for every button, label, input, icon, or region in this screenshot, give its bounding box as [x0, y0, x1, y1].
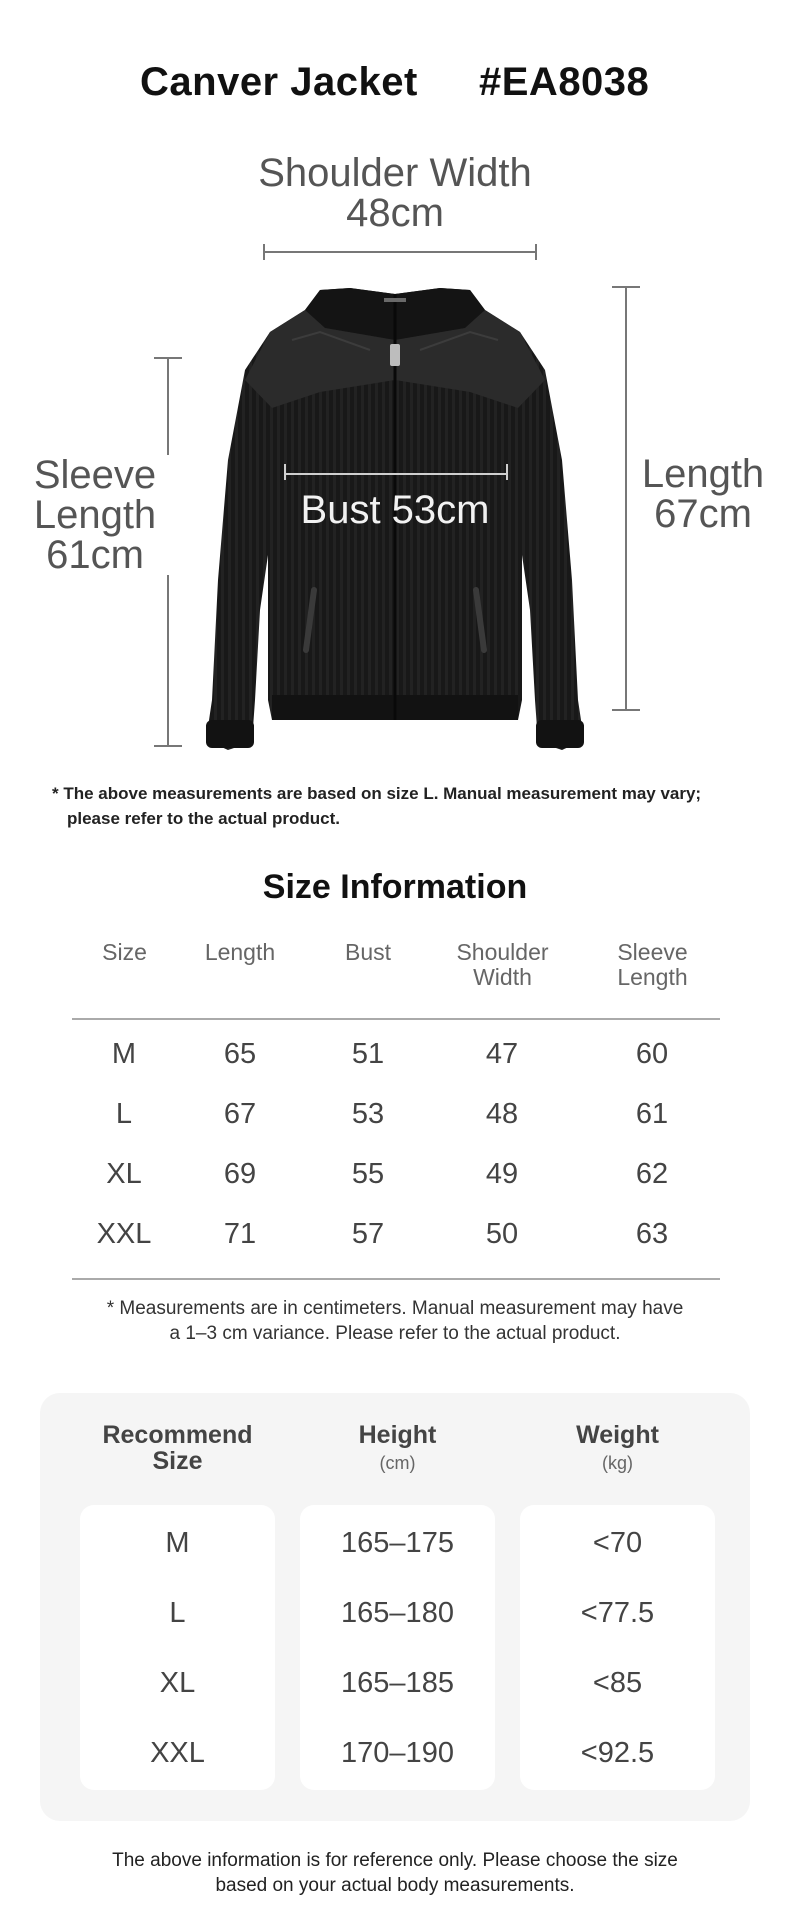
sleeve-length-text-2: Length [33, 493, 157, 537]
length-tick-bottom [612, 709, 640, 711]
header-sleeve-length: Sleeve Length [617, 939, 688, 990]
bust-measure-line [285, 473, 507, 475]
height-value: 165–175 [341, 1527, 454, 1559]
weight-header: Weight (kg) [576, 1421, 659, 1473]
table-cell-bust: 51 [351, 1038, 385, 1070]
table-cell-size: XL [106, 1158, 142, 1190]
table-bottom-rule [72, 1278, 720, 1280]
unit-note-line2: a 1–3 cm variance. Please refer to the actual product. [169, 1323, 621, 1344]
table-cell-size: XXL [96, 1218, 152, 1250]
header-shoulder-width: Shoulder Width [456, 939, 549, 990]
shoulder-measure-line [264, 251, 536, 253]
table-cell-length: 69 [223, 1158, 257, 1190]
size-info-title: Size Information [262, 868, 528, 906]
table-cell-shoulder-width: 48 [485, 1098, 519, 1130]
recommend-size-value: M [165, 1527, 190, 1559]
sleeve-length-value: 61cm [46, 533, 144, 577]
sleeve-length-label [20, 455, 170, 575]
measurement-note [52, 781, 701, 831]
header-bust: Bust [344, 939, 392, 965]
measurement-note-line2: please refer to the actual product. [67, 809, 341, 828]
unit-note-line1: * Measurements are in centimeters. Manual measurement may have [106, 1298, 684, 1319]
recommend-size-header: Recommend Size [102, 1421, 253, 1475]
header-size: Size [102, 939, 147, 965]
footer-line2: based on your actual body measurements. [215, 1875, 575, 1896]
table-cell-sleeve-length: 63 [635, 1218, 669, 1250]
table-cell-length: 65 [223, 1038, 257, 1070]
table-cell-bust: 57 [351, 1218, 385, 1250]
bust-tick-left [284, 464, 286, 480]
sleeve-length-text-1: Sleeve [33, 453, 157, 497]
unit-note [0, 1296, 790, 1346]
shoulder-tick-right [535, 244, 537, 260]
footer-line1: The above information is for reference only. Please choose the size [112, 1850, 678, 1871]
bust-tick-right [506, 464, 508, 480]
table-cell-shoulder-width: 49 [485, 1158, 519, 1190]
product-name: Canver Jacket [140, 60, 418, 104]
sleeve-tick-top [154, 357, 182, 359]
table-cell-bust: 53 [351, 1098, 385, 1130]
shoulder-width-label [230, 153, 560, 233]
height-value: 165–180 [341, 1597, 454, 1629]
recommend-size-value: L [169, 1597, 186, 1629]
table-cell-sleeve-length: 62 [635, 1158, 669, 1190]
product-code: #EA8038 [479, 60, 650, 104]
weight-value: <85 [592, 1667, 643, 1699]
shoulder-width-value: 48cm [346, 191, 444, 235]
recommend-size-value: XL [159, 1667, 196, 1699]
table-cell-bust: 55 [351, 1158, 385, 1190]
length-label [628, 454, 778, 534]
table-cell-length: 71 [223, 1218, 257, 1250]
height-value: 170–190 [341, 1737, 454, 1769]
table-top-rule [72, 1018, 720, 1020]
table-cell-shoulder-width: 50 [485, 1218, 519, 1250]
table-cell-shoulder-width: 47 [485, 1038, 519, 1070]
shoulder-width-text: Shoulder Width [258, 151, 532, 195]
weight-value: <92.5 [580, 1737, 655, 1769]
length-text: Length [641, 452, 765, 496]
shoulder-tick-left [263, 244, 265, 260]
table-cell-sleeve-length: 60 [635, 1038, 669, 1070]
table-cell-length: 67 [223, 1098, 257, 1130]
weight-value: <77.5 [580, 1597, 655, 1629]
header-length: Length [204, 939, 276, 965]
table-cell-size: L [115, 1098, 133, 1130]
length-tick-top [612, 286, 640, 288]
height-value: 165–185 [341, 1667, 454, 1699]
weight-value: <70 [592, 1527, 643, 1559]
length-measure-line [625, 287, 627, 710]
table-cell-sleeve-length: 61 [635, 1098, 669, 1130]
footer-note [0, 1848, 790, 1898]
bust-label: Bust 53cm [300, 488, 490, 532]
recommend-size-value: XXL [150, 1737, 205, 1769]
measurement-note-line1: * The above measurements are based on size L. Manual measurement may vary; [52, 784, 702, 803]
table-cell-size: M [111, 1038, 137, 1070]
length-value: 67cm [654, 492, 752, 536]
sleeve-tick-bottom [154, 745, 182, 747]
height-header: Height (cm) [358, 1421, 437, 1473]
